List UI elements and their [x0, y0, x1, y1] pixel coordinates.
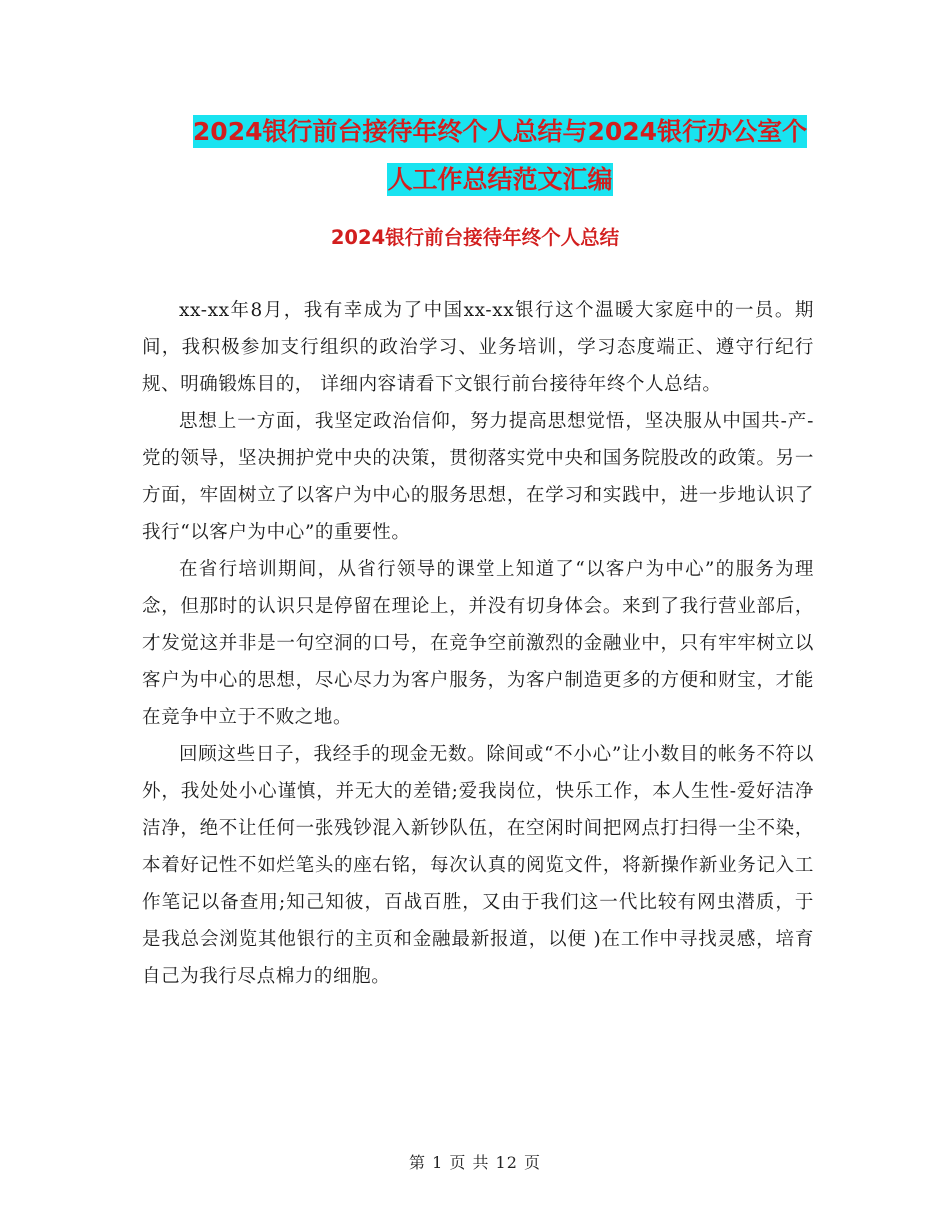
body-paragraph-1: xx-xx年8月，我有幸成为了中国xx-xx银行这个温暖大家庭中的一员。期间，我积极参加支行组织的政治学习、业务培训，学习态度端正、遵守行纪行规、明确锻炼目的， 详细内容请看下文银行前台接待年终个人总结。 — [142, 300, 814, 395]
page-footer: 第 1 页 共 12 页 — [409, 1153, 541, 1172]
body-paragraph-2: 思想上一方面，我坚定政治信仰，努力提高思想觉悟，坚决服从中国共-产-党的领导，坚决拥护党中央的决策，贯彻落实党中央和国务院股改的政策。另一方面，牢固树立了以客户为中心的服务思想，在学习和实践中，进一步地认识了我行“以客户为中心”的重要性。 — [142, 411, 814, 543]
section-title: 2024银行前台接待年终个人总结 — [330, 226, 620, 249]
document-body — [142, 292, 814, 995]
main-title-line-2: 人工作总结范文汇编 — [387, 165, 613, 194]
main-title-line-1: 2024银行前台接待年终个人总结与2024银行办公室个 — [192, 117, 808, 146]
main-title — [120, 108, 880, 204]
body-paragraph-3: 在省行培训期间，从省行领导的课堂上知道了“以客户为中心”的服务为理念，但那时的认识只是停留在理论上，并没有切身体会。来到了我行营业部后，才发觉这并非是一句空洞的口号，在竞争空前激烈的金融业中，只有牢牢树立以客户为中心的思想，尽心尽力为客户服务，为客户制造更多的方便和财宝，才能在竞争中立于不败之地。 — [142, 559, 814, 728]
body-paragraph-4: 回顾这些日子，我经手的现金无数。除间或“不小心”让小数目的帐务不符以外，我处处小心谨慎，并无大的差错;爱我岗位，快乐工作，本人生性-爱好洁净洁净，绝不让任何一张残钞混入新钞队伍，在空闲时间把网点打扫得一尘不染，本着好记性不如烂笔头的座右铭，每次认真的阅览文件，将新操作新业务记入工作笔记以备查用;知己知彼，百战百胜，又由于我们这一代比较有网虫潜质，于是我总会浏览其他银行的主页和金融最新报道，以便 )在工作中寻找灵感，培育自己为我行尽点棉力的细胞。 — [142, 744, 814, 987]
